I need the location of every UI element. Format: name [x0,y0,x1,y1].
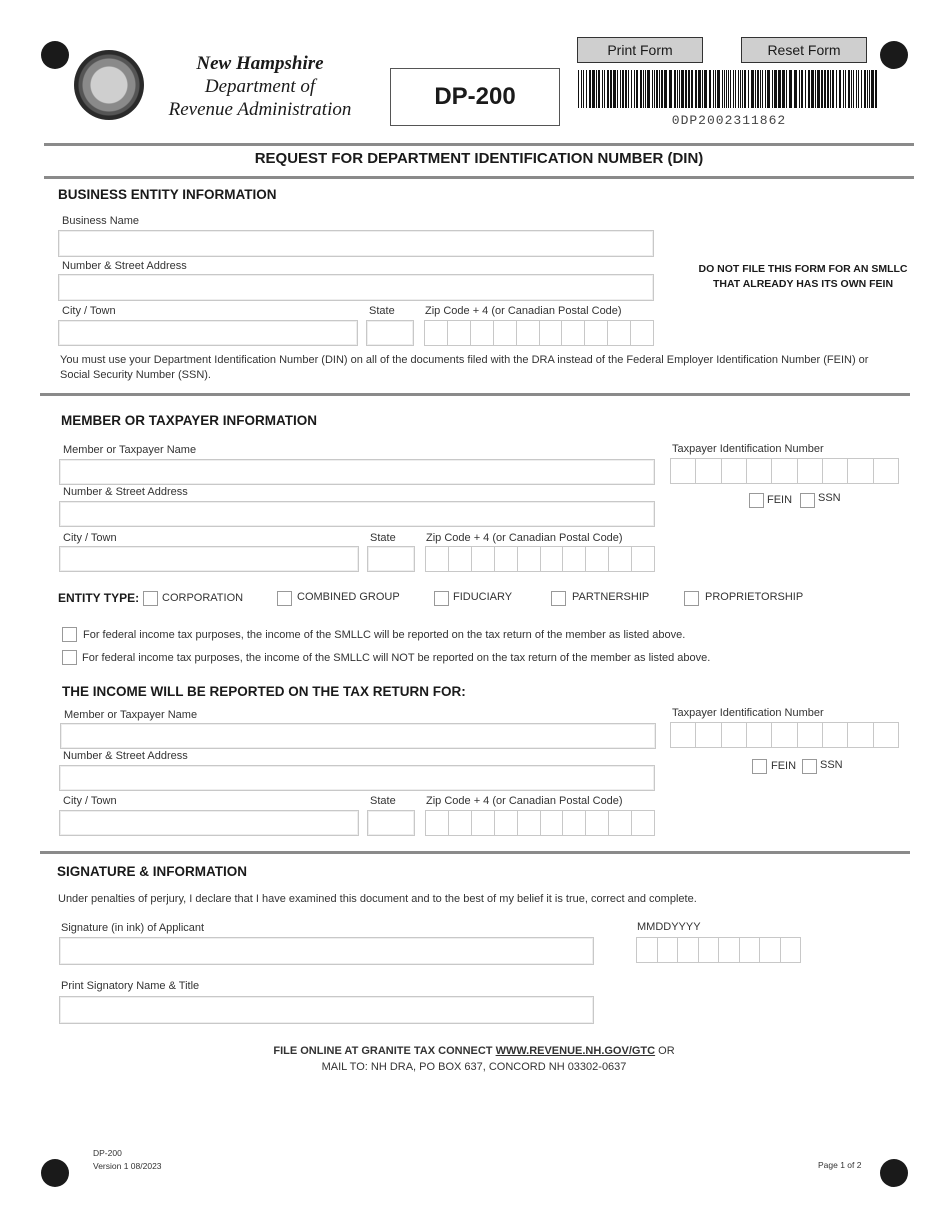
section-divider-1 [40,393,910,396]
registration-mark-bottom-right [880,1159,908,1187]
business-state-input[interactable] [366,320,414,346]
mail-to-address: MAIL TO: NH DRA, PO BOX 637, CONCORD NH 03302-0637 [321,1061,627,1073]
title-rule-top [44,143,914,146]
form-id: DP-200 [434,83,516,110]
entity-fiduciary-checkbox[interactable] [434,591,449,606]
state-seal-icon [74,50,144,120]
agency-line-admin: Revenue Administration [168,99,352,120]
perjury-statement: Under penalties of perjury, I declare that I have examined this document and to the best of my belief it is true, correct and complete. [58,893,697,905]
footer-page-number: Page 1 of 2 [818,1160,862,1170]
member-city-input[interactable] [59,546,359,572]
member-name-label: Member or Taxpayer Name [63,444,197,456]
agency-name [150,52,370,121]
smllc-warning-line2: THAT ALREADY HAS ITS OWN FEIN [712,278,894,290]
signature-date-label: MMDDYYYY [637,921,701,933]
registration-mark-top-left [41,41,69,69]
income-ssn-label: SSN [820,759,843,771]
signature-section-heading: SIGNATURE & INFORMATION [57,864,247,879]
income-fein-checkbox[interactable] [752,759,767,774]
entity-corporation-checkbox[interactable] [143,591,158,606]
income-city-label: City / Town [63,795,117,807]
income-tin-label: Taxpayer Identification Number [672,707,824,719]
income-zip-input[interactable] [425,810,655,836]
member-city-label: City / Town [63,532,117,544]
entity-proprietorship-checkbox[interactable] [684,591,699,606]
entity-partnership-label: PARTNERSHIP [572,591,650,603]
income-city-input[interactable] [59,810,359,836]
signature-label: Signature (in ink) of Applicant [61,922,205,934]
din-note-line2: Social Security Number (SSN). [60,369,211,381]
income-address-input[interactable] [59,765,655,791]
member-address-label: Number & Street Address [63,486,188,498]
member-tin-label: Taxpayer Identification Number [672,443,824,455]
income-address-label: Number & Street Address [63,750,188,762]
income-state-label: State [370,795,396,807]
print-name-label: Print Signatory Name & Title [61,980,200,992]
signature-date-input[interactable] [636,937,801,963]
smllc-reported-checkbox[interactable] [62,627,77,642]
smllc-not-reported-label: For federal income tax purposes, the income of the SMLLC will NOT be reported on the tax return of the member as listed above. [82,652,711,664]
member-zip-input[interactable] [425,546,655,572]
entity-combined-group-label: COMBINED GROUP [297,591,400,603]
member-tin-input[interactable] [670,458,899,484]
income-name-label: Member or Taxpayer Name [64,709,198,721]
business-address-label: Number & Street Address [62,260,187,272]
footer-version: Version 1 08/2023 [93,1161,162,1171]
business-name-input[interactable] [58,230,654,257]
business-zip-input[interactable] [424,320,654,346]
member-fein-checkbox[interactable] [749,493,764,508]
entity-partnership-checkbox[interactable] [551,591,566,606]
form-id-box [390,68,560,126]
business-name-label: Business Name [62,215,140,227]
print-form-button[interactable]: Print Form [577,37,703,63]
section-divider-2 [40,851,910,854]
member-state-input[interactable] [367,546,415,572]
file-online-text: FILE ONLINE AT GRANITE TAX CONNECT [273,1045,493,1057]
member-zip-label: Zip Code + 4 (or Canadian Postal Code) [426,532,623,544]
entity-proprietorship-label: PROPRIETORSHIP [705,591,804,603]
gtc-link[interactable]: WWW.REVENUE.NH.GOV/GTC [495,1045,656,1057]
registration-mark-bottom-left [41,1159,69,1187]
income-fein-label: FEIN [771,760,797,772]
member-fein-label: FEIN [767,494,793,506]
member-state-label: State [370,532,396,544]
agency-line-state: New Hampshire [196,53,324,74]
registration-mark-top-right [880,41,908,69]
entity-fiduciary-label: FIDUCIARY [453,591,513,603]
barcode [578,70,880,108]
title-rule-bottom [44,176,914,179]
business-state-label: State [369,305,395,317]
print-name-input[interactable] [59,996,594,1024]
smllc-not-reported-checkbox[interactable] [62,650,77,665]
entity-combined-group-checkbox[interactable] [277,591,292,606]
agency-line-dept: Department of [204,76,316,97]
business-city-input[interactable] [58,320,358,346]
business-zip-label: Zip Code + 4 (or Canadian Postal Code) [425,305,622,317]
smllc-warning-line1: DO NOT FILE THIS FORM FOR AN SMLLC [698,263,908,275]
income-state-input[interactable] [367,810,415,836]
or-text: OR [658,1045,675,1057]
entity-corporation-label: CORPORATION [162,592,244,604]
reset-form-button[interactable]: Reset Form [741,37,867,63]
file-online-line [44,1045,904,1057]
entity-type-label: ENTITY TYPE: [58,591,140,605]
member-ssn-checkbox[interactable] [800,493,815,508]
business-city-label: City / Town [62,305,116,317]
income-ssn-checkbox[interactable] [802,759,817,774]
footer-form-code: DP-200 [93,1148,122,1158]
member-section-heading: MEMBER OR TAXPAYER INFORMATION [61,413,318,428]
member-address-input[interactable] [59,501,655,527]
din-note-line1: You must use your Department Identification Number (DIN) on all of the documents filed with the DRA instead of the Federal Employer Identification Number (FEIN) or [60,354,869,366]
income-tin-input[interactable] [670,722,899,748]
income-name-input[interactable] [60,723,656,749]
form-title: REQUEST FOR DEPARTMENT IDENTIFICATION NUMBER (DIN) [254,150,704,167]
member-ssn-label: SSN [818,492,841,504]
income-zip-label: Zip Code + 4 (or Canadian Postal Code) [426,795,623,807]
smllc-reported-label: For federal income tax purposes, the income of the SMLLC will be reported on the tax return of the member as listed above. [83,629,686,641]
din-note [60,353,910,383]
business-section-heading: BUSINESS ENTITY INFORMATION [58,187,277,202]
smllc-warning [688,262,918,292]
income-section-heading: THE INCOME WILL BE REPORTED ON THE TAX RETURN FOR: [62,684,466,699]
member-name-input[interactable] [59,459,655,485]
signature-input[interactable] [59,937,594,965]
barcode-number: 0DP2002311862 [671,113,787,128]
business-address-input[interactable] [58,274,654,301]
